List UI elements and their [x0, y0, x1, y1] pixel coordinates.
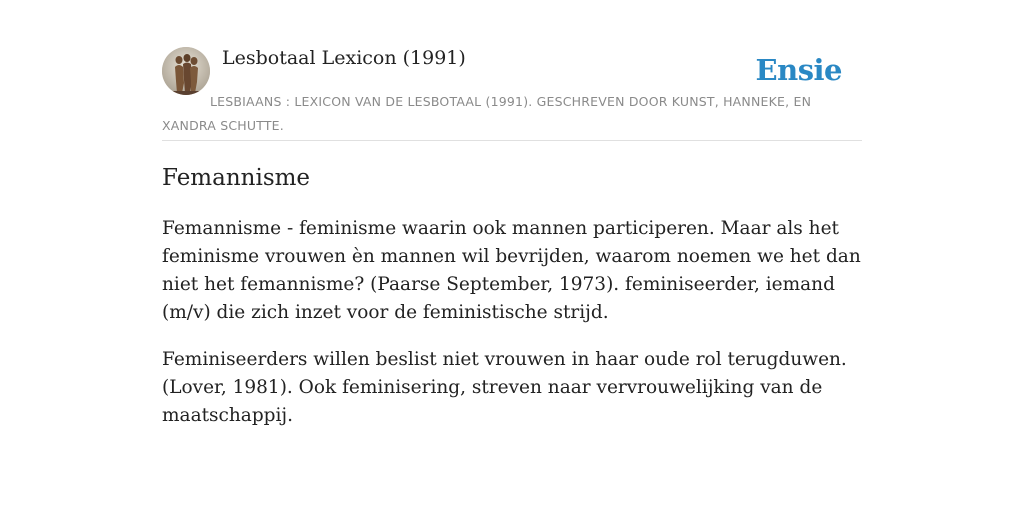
lexicon-description: LESBIAANS : LEXICON VAN DE LESBOTAAL (1991). GESCHREVEN DOOR KUNST, HANNEKE, EN XANDRA SCHUTTE.	[162, 94, 812, 133]
statue-photo-icon	[162, 47, 210, 95]
lexicon-header	[162, 46, 862, 141]
headword-title: Femannisme	[162, 165, 311, 191]
lexicon-avatar[interactable]	[162, 47, 210, 95]
ensie-logo-link[interactable]: Ensie	[755, 53, 842, 87]
lexicon-title-link[interactable]: Lesbotaal Lexicon (1991)	[222, 47, 466, 69]
definition-article	[162, 160, 862, 430]
definition-paragraph: Feminiseerders willen beslist niet vrouwen in haar oude rol terugduwen. (Lover, 1981). Ook feminisering, streven naar vervrouwelijking van de maatschappij.	[162, 349, 847, 426]
definition-paragraph: Femannisme - feminisme waarin ook mannen participeren. Maar als het feminisme vrouwen èn mannen wil bevrijden, waarom noemen we het dan niet het femannisme? (Paarse September, 1973). feminiseerder, iemand (m/v) die zich inzet voor de feministische strijd.	[162, 218, 861, 323]
